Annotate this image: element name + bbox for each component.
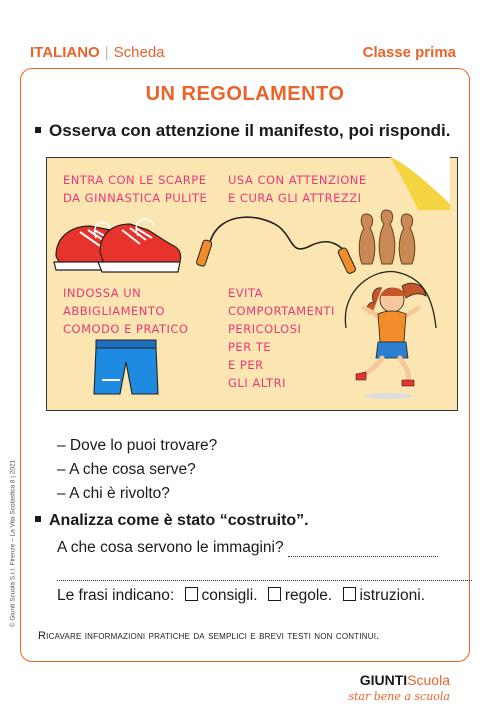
copyright-text: © Giunti Scuola S.r.l. Firenze – La Vita Scolastica 8 | 2021 [9, 459, 17, 628]
logo-brand-suffix: Scuola [407, 672, 450, 688]
header-separator: | [104, 44, 109, 61]
giunti-logo [348, 672, 450, 703]
bullet-icon [35, 127, 41, 133]
answer-line-2[interactable] [57, 580, 472, 581]
class-label: Classe prima [362, 44, 456, 61]
instruction-2 [35, 512, 309, 530]
answer-line-1[interactable] [288, 556, 438, 557]
instruction-1 [35, 121, 450, 141]
option-istruzioni: istruzioni. [359, 587, 425, 604]
images-question: A che cosa servono le immagini? [57, 539, 284, 556]
questions-list [57, 437, 217, 509]
poster-rule-shoes: ENTRA CON LE SCARPE DA GINNASTICA PULITE [63, 173, 208, 205]
subject-label: ITALIANO [30, 44, 100, 61]
checkbox-istruzioni[interactable] [343, 587, 356, 601]
question-what: – A che cosa serve? [57, 461, 196, 478]
answer-line-row [57, 563, 472, 581]
option-regole: regole. [284, 587, 333, 604]
poster-rule-behaviour: EVITA COMPORTAMENTI PERICOLOSI PER TE E PER GLI ALTRI [228, 286, 335, 390]
question-who: – A chi è rivolto? [57, 485, 170, 502]
bullet-icon [35, 516, 41, 522]
jumping-girl-icon [336, 268, 446, 400]
learning-objective-text: Ricavare informazioni pratiche da semplici e brevi testi non continui. [38, 630, 380, 642]
page-title: UN REGOLAMENTO [145, 83, 345, 105]
phrases-row [57, 587, 425, 605]
question-where: – Dove lo puoi trovare? [57, 437, 218, 454]
jump-rope-icon [190, 212, 360, 274]
sneakers-icon [50, 212, 185, 278]
poster-rule-equipment: USA CON ATTENZIONE E CURA GLI ATTREZZI [228, 173, 367, 205]
bowling-pins-icon [354, 206, 422, 268]
checkbox-consigli[interactable] [185, 587, 198, 601]
header-subject [30, 44, 165, 61]
poster-rule-clothes: INDOSSA UN ABBIGLIAMENTO COMODO E PRATICO [63, 286, 189, 336]
instruction-1-text: Osserva con attenzione il manifesto, poi rispondi. [49, 121, 451, 140]
option-consigli: consigli. [201, 587, 258, 604]
poster-fold-icon [390, 156, 450, 212]
logo-tagline: star bene a scuola [348, 690, 450, 703]
instruction-2-text: Analizza come è stato “costruito”. [49, 512, 309, 529]
images-question-row [57, 539, 438, 557]
shorts-icon [92, 336, 160, 398]
learning-objective [38, 630, 379, 642]
phrases-label: Le frasi indicano: [57, 587, 175, 604]
section-label: Scheda [113, 44, 165, 61]
checkbox-regole[interactable] [268, 587, 281, 601]
logo-brand: GIUNTI [359, 672, 408, 688]
